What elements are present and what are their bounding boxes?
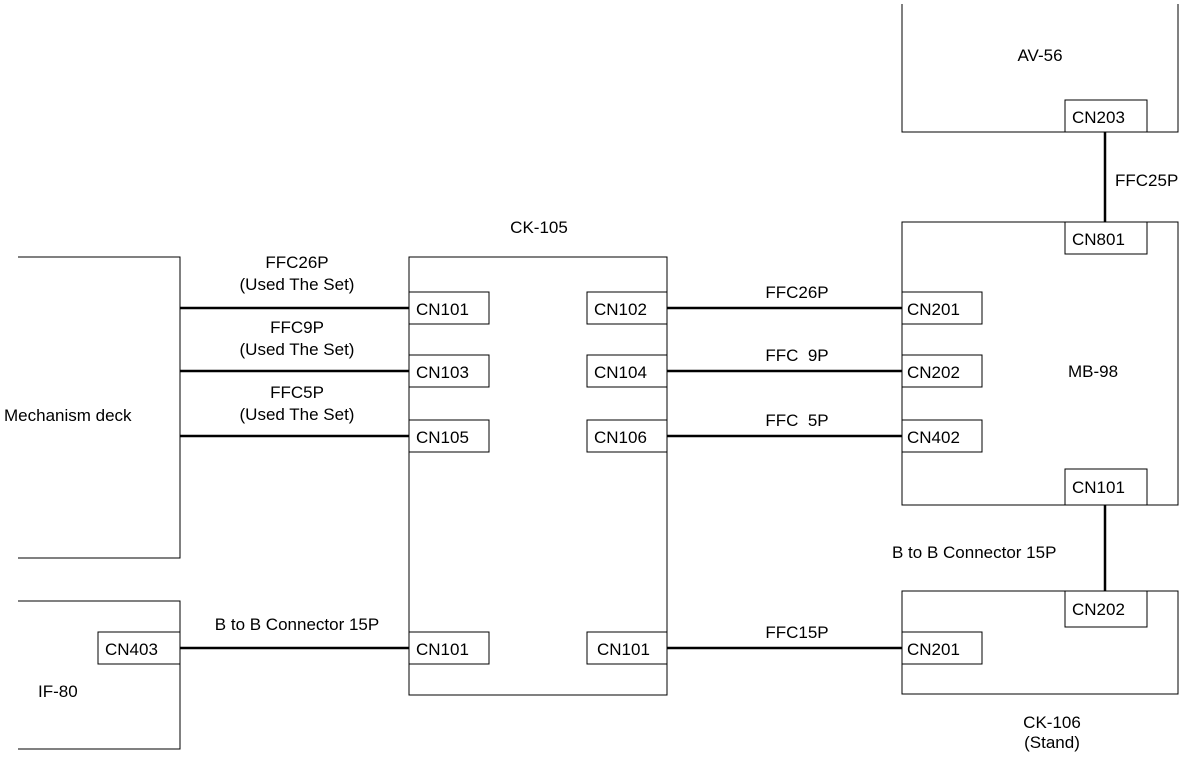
- mechanism-deck-label: Mechanism deck: [4, 406, 132, 425]
- cable-av56-mb98: [1105, 132, 1178, 222]
- ck105-cn105-label: CN105: [416, 428, 469, 447]
- ck105-cn104-label: CN104: [594, 363, 647, 382]
- if80-label: IF-80: [38, 682, 78, 701]
- cable-ck105-mb98-ffc5p: [667, 411, 902, 436]
- cable-ck105-ck106-label: FFC15P: [765, 623, 829, 642]
- ck105-cn103-label: CN103: [416, 363, 469, 382]
- cable-if80-ck105-label: B to B Connector 15P: [214, 615, 380, 634]
- cable-av56-mb98-label: FFC25P: [1115, 171, 1179, 190]
- cable-deck-ffc9p-label: FFC9P: [270, 318, 324, 337]
- if80-board: [18, 601, 180, 749]
- cable-deck-ffc9p-note: (Used The Set): [239, 340, 355, 359]
- cable-ck105-mb98-ffc9p: [667, 346, 902, 371]
- if80-cn403-label: CN403: [105, 640, 158, 659]
- mb98-label: MB-98: [1068, 362, 1119, 381]
- ck105-cn101-right-label: CN101: [597, 640, 650, 659]
- ck105-cn101-bottom-label: CN101: [416, 640, 469, 659]
- cable-ck105-mb98-ffc5p-label: FFC 5P: [765, 411, 829, 430]
- cable-ck105-ck106: [667, 623, 902, 648]
- if80-frame: [18, 601, 180, 749]
- ck105-label: CK-105: [510, 218, 568, 237]
- ck106-cn202-label: CN202: [1072, 600, 1125, 619]
- mb98-cn201-label: CN201: [907, 300, 960, 319]
- ck105-cn102-label: CN102: [594, 300, 647, 319]
- cable-deck-ffc9p: [180, 318, 409, 371]
- ck106-board: [902, 591, 1178, 752]
- cable-ck105-mb98-ffc26p-label: FFC26P: [765, 283, 829, 302]
- av56-label: AV-56: [1017, 46, 1063, 65]
- av56-cn203-label: CN203: [1072, 108, 1125, 127]
- cable-ck105-mb98-ffc9p-label: FFC 9P: [765, 346, 829, 365]
- cable-deck-ffc5p-note: (Used The Set): [239, 405, 355, 424]
- cable-mb98-ck106: [892, 505, 1105, 591]
- cable-deck-ffc26p-note: (Used The Set): [239, 275, 355, 294]
- cable-deck-ffc26p: [180, 253, 409, 308]
- mb98-cn801-label: CN801: [1072, 230, 1125, 249]
- mb98-cn101-label: CN101: [1072, 478, 1125, 497]
- cable-deck-ffc5p-label: FFC5P: [270, 383, 324, 402]
- mb98-cn402-label: CN402: [907, 428, 960, 447]
- cable-deck-ffc26p-label: FFC26P: [265, 253, 329, 272]
- ck105-frame: [409, 257, 667, 695]
- ck106-cn201-label: CN201: [907, 640, 960, 659]
- cable-deck-ffc5p: [180, 383, 409, 436]
- cable-ck105-mb98-ffc26p: [667, 283, 902, 308]
- cable-if80-ck105: [180, 615, 409, 648]
- av56-frame: [902, 4, 1178, 132]
- ck106-subtitle: (Stand): [1024, 733, 1080, 752]
- ck105-cn101-top-label: CN101: [416, 300, 469, 319]
- cable-mb98-ck106-label: B to B Connector 15P: [892, 543, 1057, 562]
- mb98-cn202-label: CN202: [907, 363, 960, 382]
- ck105-board: [409, 218, 667, 695]
- mechanism-deck-board: [4, 257, 180, 558]
- ck106-label: CK-106: [1023, 713, 1081, 732]
- av56-board: [902, 4, 1178, 132]
- ck105-cn106-label: CN106: [594, 428, 647, 447]
- mb98-board: [902, 222, 1178, 505]
